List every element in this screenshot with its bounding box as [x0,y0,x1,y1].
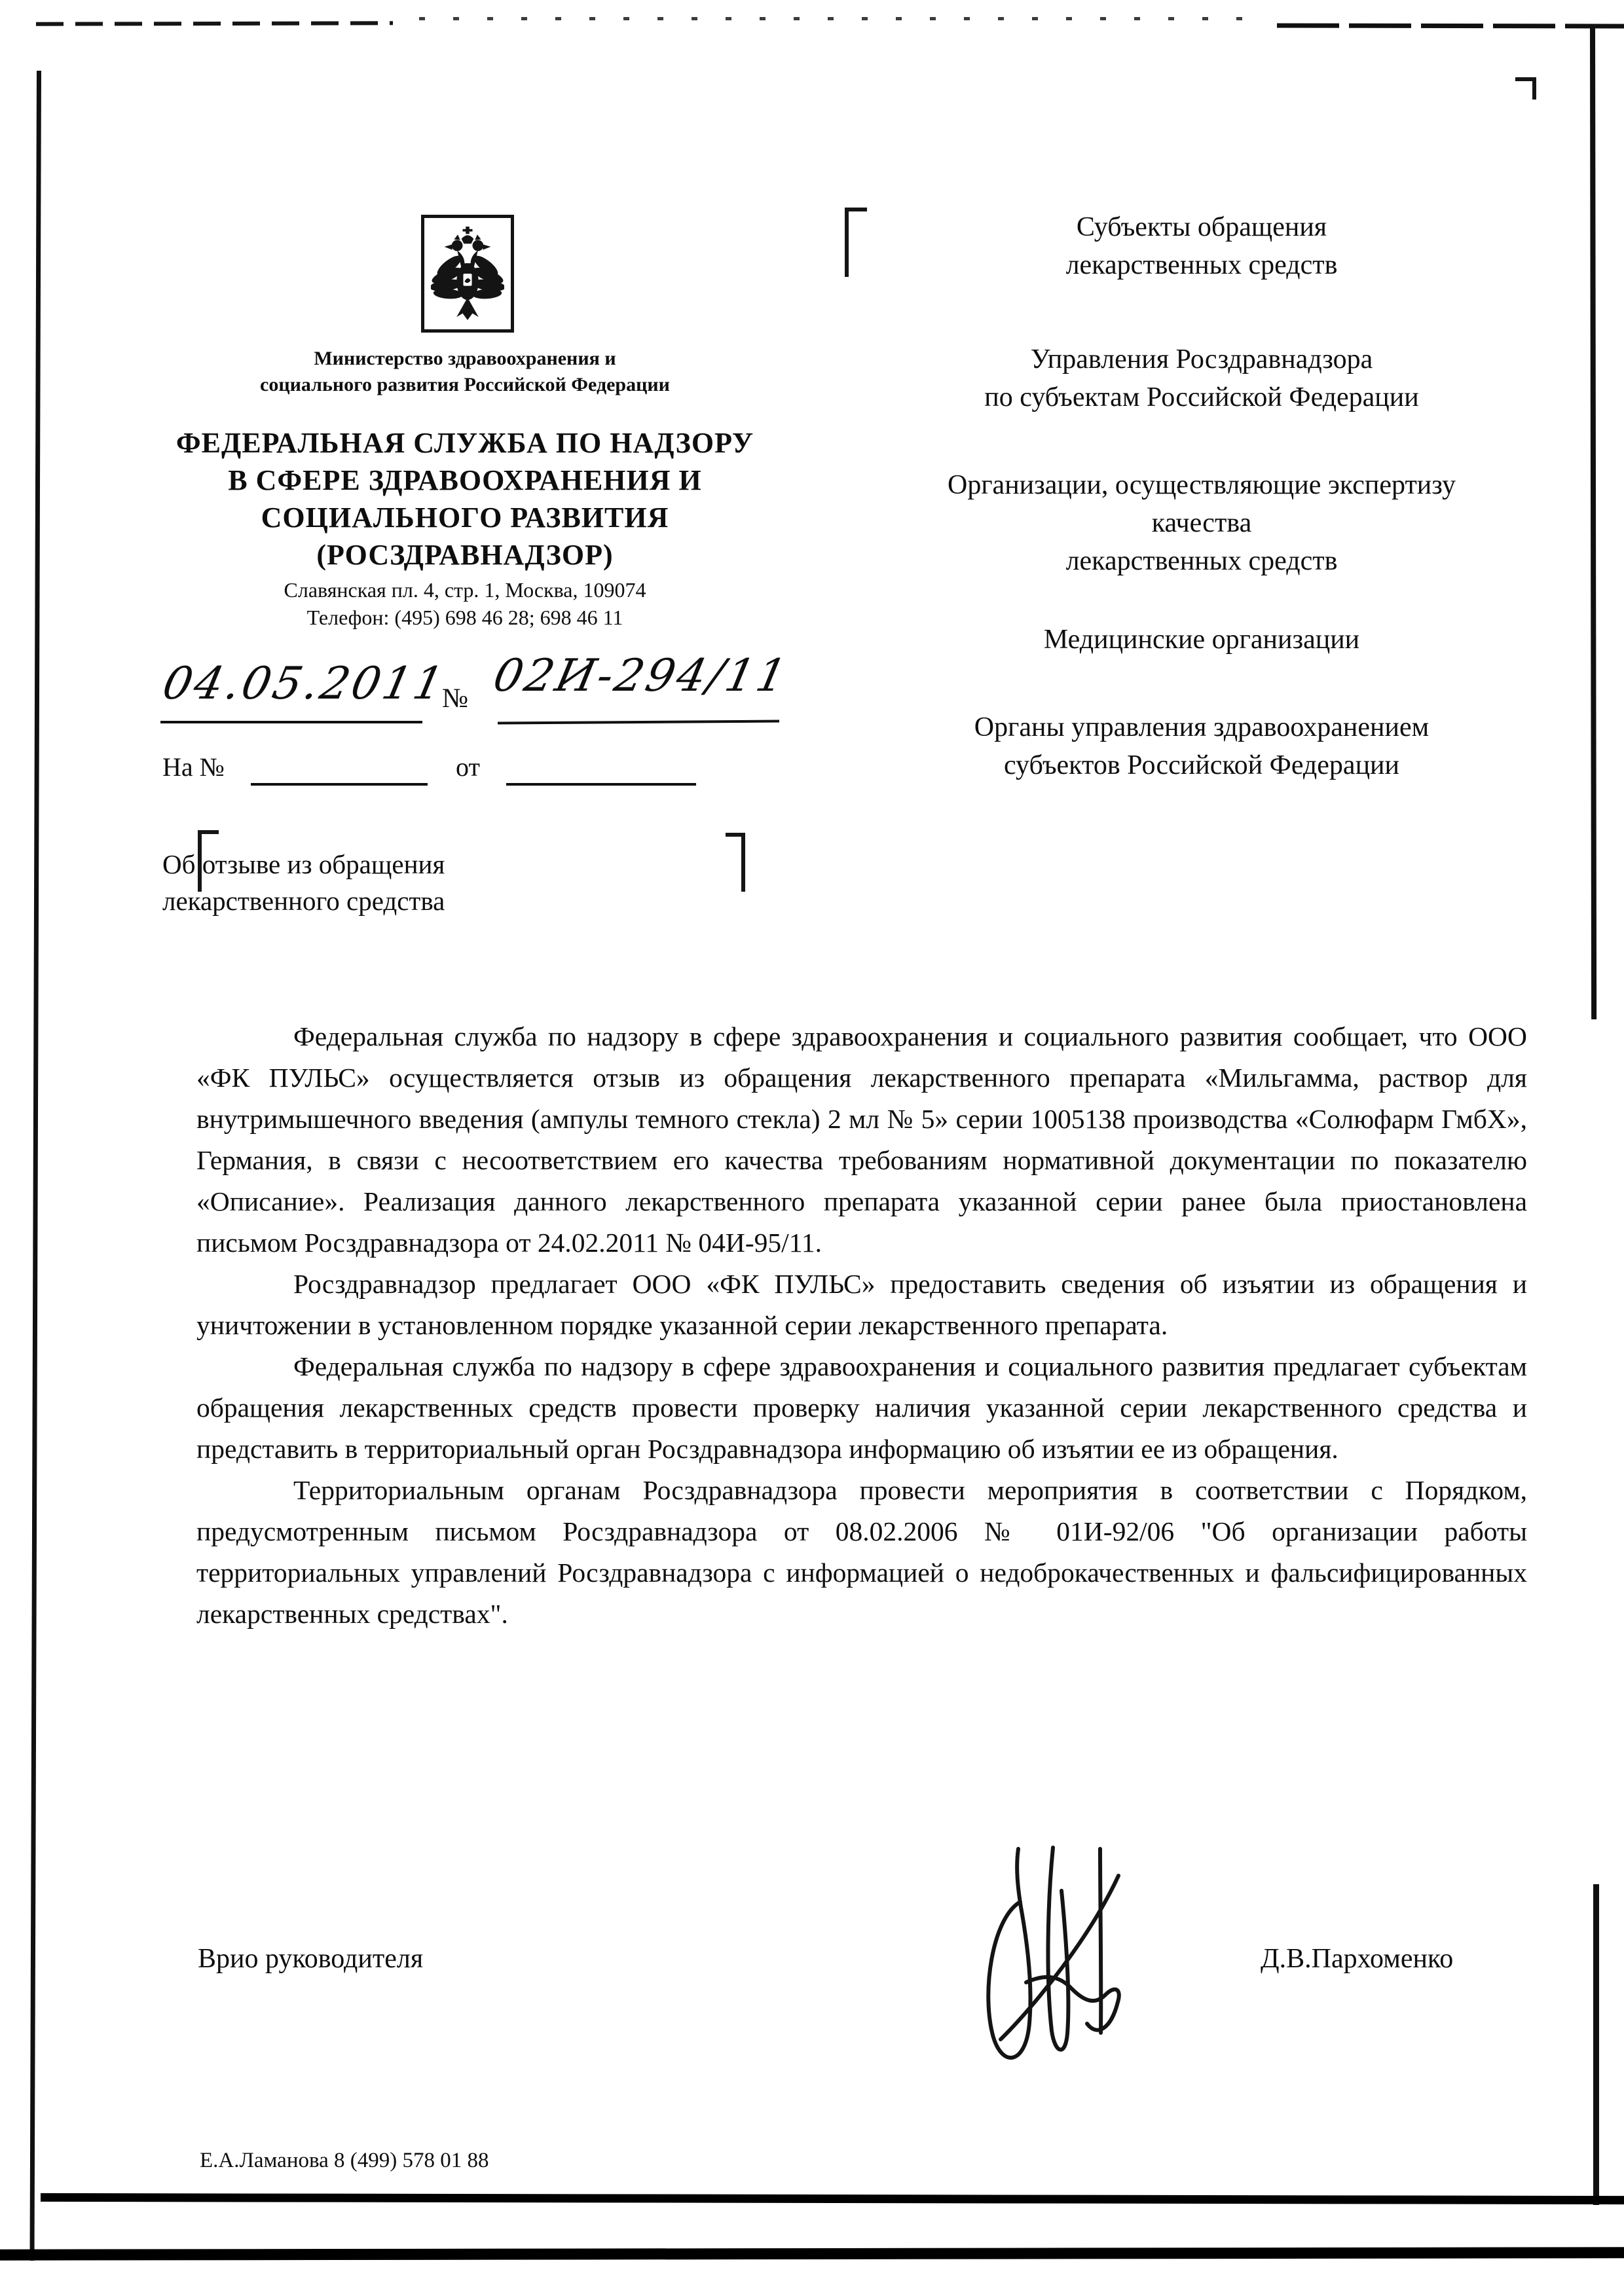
recipient-block-drug-circulation-subjects [871,208,1532,284]
recipient-block-medical-organizations [871,621,1532,659]
crop-mark-recipient-left [845,208,867,277]
scan-top-line-right [1277,23,1624,28]
scan-left-edge-line [29,71,41,2261]
service-line: СОЦИАЛЬНОГО РАЗВИТИЯ [261,501,669,534]
recipient-block-regional-departments [871,340,1532,416]
subject-line: Об отзыве из обращения [162,849,445,879]
letterhead-contacts [154,576,776,631]
recipient-block-health-authorities [871,708,1532,784]
scan-bottom-line-upper [41,2193,1624,2204]
service-name [154,424,776,574]
ministry-line: Министерство здравоохранения и [314,348,616,369]
number-sign: № [442,683,469,714]
letter-body [196,1016,1527,1635]
recipient-line: Органы управления здравоохранением [974,712,1430,742]
scan-right-edge-line-lower [1593,1884,1599,2205]
crop-mark-recipient-right [1515,77,1536,100]
scan-right-edge-line-upper [1590,27,1596,1019]
ministry-name [154,346,776,398]
letterhead-phone: Телефон: (495) 698 46 28; 698 46 11 [306,606,623,629]
recipient-block-quality-expertise-organizations [871,466,1532,580]
recipient-line: Управления Росздравнадзора [1030,344,1373,374]
number-underline [498,720,779,724]
recipient-line: Организации, осуществляющие экспертизу [948,470,1456,500]
body-paragraph: Росздравнадзор предлагает ООО «ФК ПУЛЬС» предоставить сведения об изъятии из обращения и уничтожении в установленном порядке указанной серии лекарственного препарата. [196,1269,1527,1340]
body-paragraph: Федеральная служба по надзору в сфере здравоохранения и социального развития предлагает субъектам обращения лекарственных средств провести проверку наличия указанной серии лекарственного средства и представить в территориальный орган Росздравнадзора информацию об изъятии ее из обращения. [196,1351,1527,1464]
signer-name: Д.В.Пархоменко [1261,1944,1454,1974]
service-line: В СФЕРЕ ЗДРАВООХРАНЕНИЯ И [228,464,702,496]
service-line: (РОСЗДРАВНАДЗОР) [316,539,614,571]
outgoing-date-handwritten: 04.05.2011 [158,658,451,710]
recipient-line: Субъекты обращения [1076,212,1327,242]
date-underline [160,721,422,723]
ministry-line: социального развития Российской Федерации [260,374,670,395]
signature-scribble [963,1840,1185,2079]
reply-from-label: от [456,752,480,782]
recipient-line: качества [1151,508,1252,538]
reply-number-blank [251,783,428,786]
coat-of-arms-icon [431,225,504,323]
crop-mark-subject-right [726,833,745,892]
recipient-line: лекарственных средств [1065,250,1338,280]
subject-line: лекарственного средства [162,886,445,916]
signer-position: Врио руководителя [198,1944,424,1974]
scan-bottom-line-lower [0,2247,1624,2260]
reply-number-label: На № [162,752,225,782]
service-line: ФЕДЕРАЛЬНАЯ СЛУЖБА ПО НАДЗОРУ [175,427,754,459]
recipient-line: лекарственных средств [1065,546,1338,576]
letterhead-address: Славянская пл. 4, стр. 1, Москва, 109074 [284,578,646,602]
reply-date-blank [506,783,696,786]
body-paragraph: Территориальным органам Росздравнадзора провести мероприятия в соответствии с Порядком, предусмотренным письмом Росздравнадзора от 08.02.2006 № 01И-92/06 "Об организации работы территориальных управлений Росздравнадзора с информацией о недоброкачественных и фальсифицированных лекарственных средствах". [196,1475,1527,1629]
recipient-line: субъектов Российской Федерации [1003,750,1400,780]
scan-top-dashed-line-left [36,21,393,26]
registration-row [158,650,794,730]
outgoing-number-handwritten: 02И-294/11 [489,650,794,702]
subject [162,846,445,919]
scan-top-dotted-line-middle [419,17,1270,20]
executor-contact: Е.А.Ламанова 8 (499) 578 01 88 [200,2149,489,2172]
coat-of-arms-box [421,215,514,333]
recipient-line: по субъектам Российской Федерации [984,382,1419,412]
body-paragraph: Федеральная служба по надзору в сфере здравоохранения и социального развития сообщает, что ООО «ФК ПУЛЬС» осуществляется отзыв из обращения лекарственного препарата «Мильгамма, раствор для внутримышечного введения (ампулы темного стекла) 2 мл № 5» серии 1005138 производства «Солюфарм ГмбХ», Германия, в связи с несоответствием его качества требованиям нормативной документации по показателю «Описание». Реализация данного лекарственного препарата указанной серии ранее была приостановлена письмом Росздравнадзора от 24.02.2011 № 04И-95/11. [196,1021,1527,1258]
recipient-line: Медицинские организации [1043,625,1360,655]
